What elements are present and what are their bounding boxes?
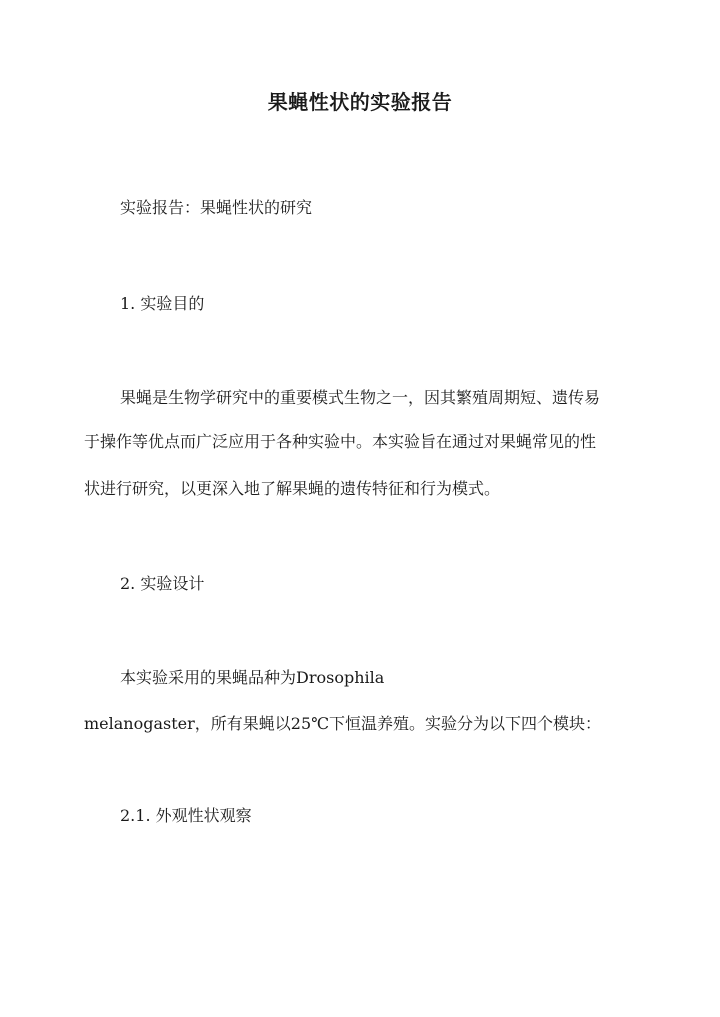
document-subtitle: 实验报告：果蝇性状的研究: [120, 198, 313, 217]
document-title: 果蝇性状的实验报告: [267, 90, 453, 114]
section-1-paragraph-line: 状进行研究，以更深入地了解果蝇的遗传特征和行为模式。: [84, 479, 501, 498]
section-2-heading: 2. 实验设计: [120, 574, 205, 593]
section-1-paragraph-line: 于操作等优点而广泛应用于各种实验中。本实验旨在通过对果蝇常见的性: [84, 432, 597, 451]
section-2-1-heading: 2.1. 外观性状观察: [120, 806, 252, 825]
section-1-paragraph-line: 果蝇是生物学研究中的重要模式生物之一，因其繁殖周期短、遗传易: [120, 388, 601, 407]
section-2-paragraph-line: 本实验采用的果蝇品种为Drosophila: [120, 668, 385, 687]
section-2-paragraph-line: melanogaster，所有果蝇以25℃下恒温养殖。实验分为以下四个模块：: [84, 714, 602, 733]
section-1-heading: 1. 实验目的: [120, 294, 205, 313]
